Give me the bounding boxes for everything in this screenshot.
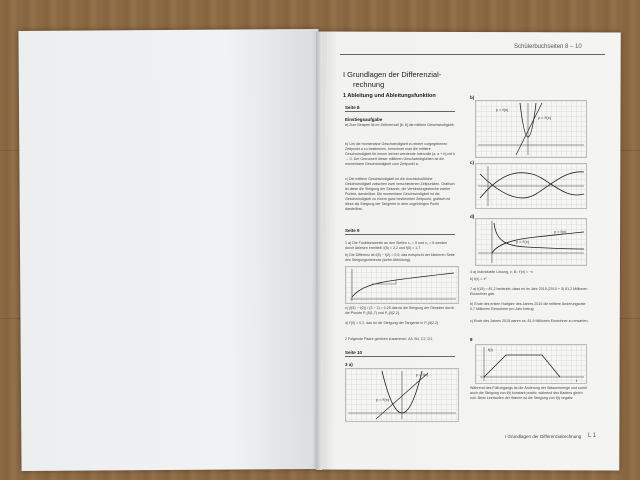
graph-label-fpx: y = f′(x): [538, 115, 552, 120]
page-number: L 1: [588, 433, 597, 439]
graph-label-fpx: y = f′(x): [376, 397, 390, 402]
chapter-title-line2: rechnung: [353, 80, 385, 89]
task2-text: 2 Folgende Paare gehören zusammen: A3, B4, C2, D1.: [345, 337, 434, 341]
task7c-text: c) Ende des Jahres 2015 waren ca. 81,9 Millionen Einwohner zu erwarten.: [470, 319, 589, 323]
curve-fprime: [494, 223, 584, 249]
task-a-text: a) Zum Beispiel ist im Zeitintervall [6; 8] die mittlere Geschwindigkeit:: [345, 123, 455, 127]
curve-fprime: [480, 172, 584, 198]
graph-task8: [475, 344, 587, 384]
book-gutter: [316, 32, 322, 470]
graph-b: [475, 100, 587, 158]
task8-label: 8: [470, 337, 473, 342]
graph-task3a-plot: [346, 369, 458, 421]
task7b-text: b) Ende des ersten Halbjahr des Jahres 2015 die mittlere Änderungsrate 0,7 Millionen Einwohner pro Jahr betrug.: [470, 302, 586, 311]
task4a-text: 4 a) Individuelle Lösung, z. B.: f′(x) = −x: [470, 270, 533, 274]
task1a-text: 1 a) Die Funktionswerte an den Stellen x₁ = 5 und x₂ = 5 werden durch Ablesen ermittelt: f(5) ≈ 2,2 und f(5) ≈ 1,7.: [345, 241, 448, 250]
graph-task3a: [345, 368, 459, 422]
section-rule: [345, 111, 455, 112]
fill-level-curve: [484, 355, 560, 377]
curve-fprime: [516, 103, 542, 155]
task1d-text: d) f′(0) ≈ 0,2, das ist die Steigung der Tangente in P₁(5|2,2).: [345, 321, 440, 325]
fig-d-label: d): [470, 214, 475, 219]
graph-c-plot: [476, 164, 586, 208]
seite8-label: Seite 8: [345, 105, 360, 110]
graph-d: [475, 218, 587, 266]
left-page-blank: [18, 29, 321, 471]
task4b-text: b) f(x) = x²: [470, 277, 487, 281]
fig-b-label: b): [470, 95, 475, 100]
graph-task1-plot: [346, 267, 458, 303]
graph-label-fx: y = f(x): [554, 229, 567, 234]
task1b-text: b) Die Differenz ist f(5) − f(2) ≈ 0,5, das entspricht der kleineren Seite des Steigungsdreiecks (siehe Abbildung).: [345, 253, 455, 262]
footer-chapter: I Grundlagen der Differenzialrechnung: [505, 434, 582, 439]
graph-label-fx: y = f(x): [416, 372, 429, 377]
curve-f: [480, 173, 584, 198]
task1c-text: c) (f(5) − f(2)) / (5 − 2) ≈ 0,25 das ist die Steigung der Geraden durch die Punkte P₁(5|1,7) und P₂(5|2,2).: [345, 306, 455, 315]
graph-b-plot: [476, 101, 586, 157]
page-header: Schülerbuchseiten 8 – 10: [514, 44, 582, 50]
section-rule: [345, 234, 455, 235]
seite10-label: Seite 10: [345, 350, 363, 355]
fig-c-label: c): [470, 160, 475, 165]
chapter-title-line1: I Grundlagen der Differenzial-: [343, 70, 442, 79]
graph-label-ft: f(t): [488, 347, 493, 352]
task-c-text: c) Die mittlere Geschwindigkeit ist die durchschnittliche Geschwindigkeit zwischen zwei verschiedenen Zeitpunkten. Grafisch ist diese die Steigung der Sekante, die Verbindungsstrecke zweier Punkte, darstellbar. Die momentane Geschwindigkeit ist die Geschwindigkeit zu einem ganz bestimmten Zeitpunkt, grafisch ist diese als Steigung der Tangente in dem zugehörigen Punkt darstellbar.: [345, 177, 455, 211]
task8-text: Während des Füllvorgangs ist die Änderung der Wassermenge und somit auch die Steigung von f(t) konstant positiv, während des Badens gleich null. Beim Leerlaufen der Wanne ist die Steigung von f(t) negativ.: [470, 386, 587, 400]
task3a-label: 3 a): [345, 362, 353, 367]
header-rule: [340, 54, 605, 55]
curve-f: [352, 273, 454, 297]
graph-label-fpx: y = f′(x): [516, 239, 530, 244]
graph-d-plot: [476, 219, 586, 265]
section-title: 1 Ableitung und Ableitungsfunktion: [343, 93, 436, 99]
graph-label-fx: y = f(x): [496, 107, 509, 112]
graph-c: [475, 163, 587, 209]
graph-label-t: t: [576, 378, 578, 383]
task-heading: Einstiegsaufgabe: [345, 117, 383, 122]
section-rule: [345, 356, 455, 357]
task-b-text: b) Um die momentane Geschwindigkeit zu einem vorgegebenen Zeitpunkt a zu bestimmen, berechnet man die mittlere Geschwindigkeit für immer kleiner werdende Intervalle [a; a + h] mit h → 0. Der Grenzwert dieser mittleren Geschwindigkeiten ist die momentane Geschwindigkeit zum Zeitpunkt a.: [345, 142, 456, 166]
graph-task1: [345, 266, 459, 304]
task7a-text: 7 a) f(15) ≈ 81,2 bedeutet, dass es im Jahr 2015 (2010 + 5) 81,2 Millionen Einwohner gab.: [470, 287, 588, 296]
seite9-label: Seite 9: [345, 228, 360, 233]
